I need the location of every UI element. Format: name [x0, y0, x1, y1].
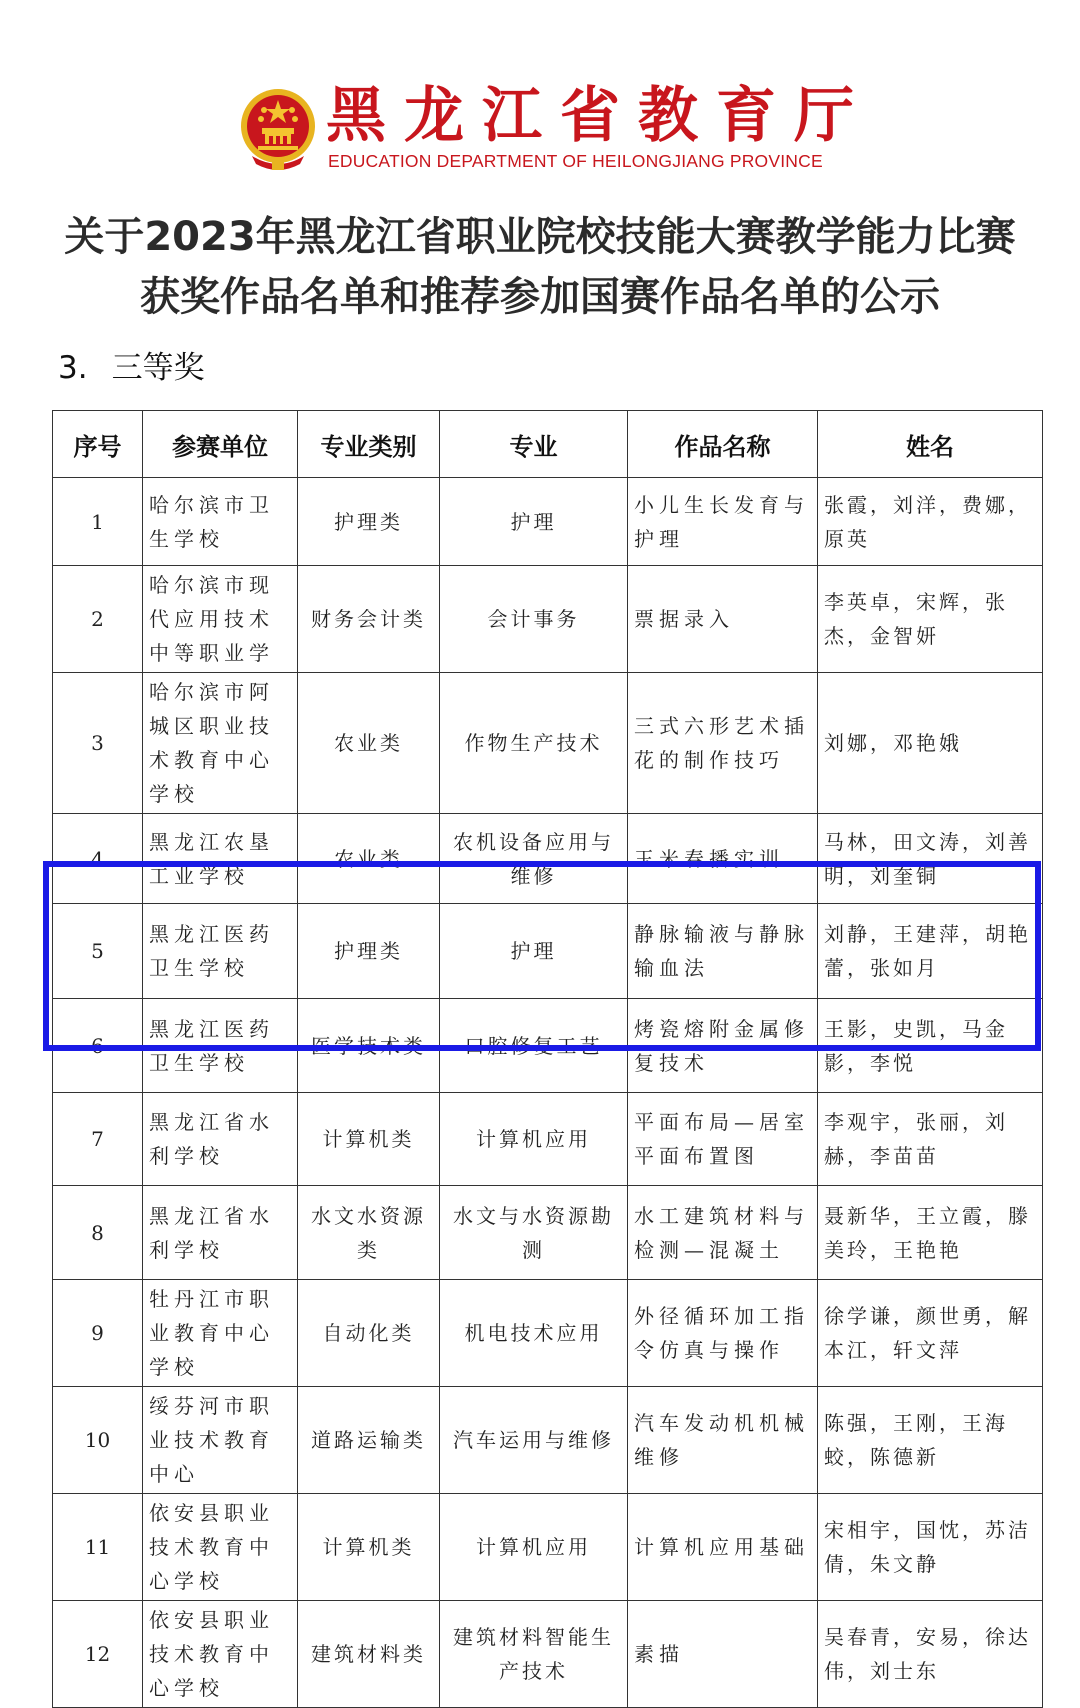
- cell-number: 6: [53, 999, 143, 1093]
- column-header-work: 作品名称: [628, 411, 818, 478]
- cell-names: 马林，田文涛，刘善明，刘奎铜: [818, 814, 1043, 904]
- cell-category: 农业类: [298, 673, 440, 814]
- cell-names: 王影，史凯，马金影，李悦: [818, 999, 1043, 1093]
- cell-unit: 依安县职业技术教育中心学校: [143, 1601, 298, 1708]
- cell-unit: 哈尔滨市现代应用技术中等职业学: [143, 566, 298, 673]
- section-label: 三等奖: [111, 350, 205, 386]
- cell-category: 农业类: [298, 814, 440, 904]
- cell-major: 汽车运用与维修: [440, 1387, 628, 1494]
- cell-number: 12: [53, 1601, 143, 1708]
- page-title-line-1: 关于2023年黑龙江省职业院校技能大赛教学能力比赛: [64, 214, 1016, 260]
- table-row: [53, 1280, 1043, 1387]
- cell-major: 水文与水资源勘测: [440, 1186, 628, 1280]
- cell-major: 计算机应用: [440, 1494, 628, 1601]
- cell-category: 道路运输类: [298, 1387, 440, 1494]
- cell-category: 水文水资源类: [298, 1186, 440, 1280]
- cell-number: 2: [53, 566, 143, 673]
- cell-category: 自动化类: [298, 1280, 440, 1387]
- table-row: [53, 478, 1043, 566]
- table-row: [53, 1494, 1043, 1601]
- cell-number: 9: [53, 1280, 143, 1387]
- cell-category: 财务会计类: [298, 566, 440, 673]
- cell-work: 三式六形艺术插花的制作技巧: [628, 673, 818, 814]
- cell-unit: 黑龙江农垦工业学校: [143, 814, 298, 904]
- cell-unit: 黑龙江医药卫生学校: [143, 904, 298, 999]
- cell-category: 建筑材料类: [298, 1601, 440, 1708]
- cell-major: 计算机应用: [440, 1093, 628, 1186]
- cell-work: 汽车发动机机械维修: [628, 1387, 818, 1494]
- cell-unit: 牡丹江市职业教育中心学校: [143, 1280, 298, 1387]
- awards-table: [52, 410, 1043, 1708]
- table-row: [53, 1186, 1043, 1280]
- cell-major: 会计事务: [440, 566, 628, 673]
- cell-work: 水工建筑材料与检测—混凝土: [628, 1186, 818, 1280]
- table-row: [53, 1601, 1043, 1708]
- page-title-line-2: 获奖作品名单和推荐参加国赛作品名单的公示: [140, 274, 940, 320]
- cell-number: 7: [53, 1093, 143, 1186]
- cell-unit: 黑龙江医药卫生学校: [143, 999, 298, 1093]
- column-header-category: 专业类别: [298, 411, 440, 478]
- table-row: [53, 814, 1043, 904]
- table-row: [53, 1093, 1043, 1186]
- cell-category: 护理类: [298, 478, 440, 566]
- column-header-number: 序号: [53, 411, 143, 478]
- cell-major: 农机设备应用与维修: [440, 814, 628, 904]
- cell-names: 宋相宇，国忱，苏洁倩，朱文静: [818, 1494, 1043, 1601]
- column-header-names: 姓名: [818, 411, 1043, 478]
- cell-category: 计算机类: [298, 1494, 440, 1601]
- table-row: [53, 673, 1043, 814]
- cell-number: 10: [53, 1387, 143, 1494]
- cell-category: 护理类: [298, 904, 440, 999]
- cell-names: 聂新华，王立霞，滕美玲，王艳艳: [818, 1186, 1043, 1280]
- cell-names: 徐学谦，颜世勇，解本江，轩文萍: [818, 1280, 1043, 1387]
- cell-work: 票据录入: [628, 566, 818, 673]
- cell-names: 吴春青，安易，徐达伟，刘士东: [818, 1601, 1043, 1708]
- cell-work: 素描: [628, 1601, 818, 1708]
- table-row: [53, 999, 1043, 1093]
- org-name-en: EDUCATION DEPARTMENT OF HEILONGJIANG PROVINCE: [328, 151, 823, 171]
- cell-work: 计算机应用基础: [628, 1494, 818, 1601]
- cell-unit: 绥芬河市职业技术教育中心: [143, 1387, 298, 1494]
- cell-number: 11: [53, 1494, 143, 1601]
- org-name-cn: 黑龙江省教育厅: [326, 81, 872, 151]
- cell-work: 玉米春播实训: [628, 814, 818, 904]
- cell-names: 李英卓，宋辉，张杰，金智妍: [818, 566, 1043, 673]
- table-row: [53, 904, 1043, 999]
- cell-unit: 哈尔滨市阿城区职业技术教育中心学校: [143, 673, 298, 814]
- cell-number: 5: [53, 904, 143, 999]
- cell-major: 护理: [440, 904, 628, 999]
- cell-work: 平面布局—居室平面布置图: [628, 1093, 818, 1186]
- cell-number: 3: [53, 673, 143, 814]
- cell-unit: 黑龙江省水利学校: [143, 1093, 298, 1186]
- table-row: [53, 1387, 1043, 1494]
- cell-number: 8: [53, 1186, 143, 1280]
- cell-major: 口腔修复工艺: [440, 999, 628, 1093]
- cell-major: 机电技术应用: [440, 1280, 628, 1387]
- cell-major: 护理: [440, 478, 628, 566]
- cell-work: 静脉输液与静脉输血法: [628, 904, 818, 999]
- section-number: 3.: [58, 350, 88, 386]
- cell-work: 外径循环加工指令仿真与操作: [628, 1280, 818, 1387]
- cell-names: 李观宇，张丽，刘赫，李苗苗: [818, 1093, 1043, 1186]
- section-heading: [58, 348, 205, 388]
- cell-names: 陈强，王刚，王海蛟，陈德新: [818, 1387, 1043, 1494]
- table-row: [53, 566, 1043, 673]
- cell-names: 刘静，王建萍，胡艳蕾，张如月: [818, 904, 1043, 999]
- cell-major: 建筑材料智能生产技术: [440, 1601, 628, 1708]
- national-emblem-icon: [238, 86, 318, 172]
- cell-unit: 哈尔滨市卫生学校: [143, 478, 298, 566]
- cell-category: 医学技术类: [298, 999, 440, 1093]
- cell-major: 作物生产技术: [440, 673, 628, 814]
- table-header-row: [53, 411, 1043, 478]
- cell-unit: 黑龙江省水利学校: [143, 1186, 298, 1280]
- cell-work: 烤瓷熔附金属修复技术: [628, 999, 818, 1093]
- cell-number: 1: [53, 478, 143, 566]
- cell-category: 计算机类: [298, 1093, 440, 1186]
- column-header-major: 专业: [440, 411, 628, 478]
- column-header-unit: 参赛单位: [143, 411, 298, 478]
- cell-names: 刘娜，邓艳娥: [818, 673, 1043, 814]
- page-header: [0, 80, 1080, 180]
- cell-work: 小儿生长发育与护理: [628, 478, 818, 566]
- cell-unit: 依安县职业技术教育中心学校: [143, 1494, 298, 1601]
- cell-names: 张霞，刘洋，费娜，原英: [818, 478, 1043, 566]
- cell-number: 4: [53, 814, 143, 904]
